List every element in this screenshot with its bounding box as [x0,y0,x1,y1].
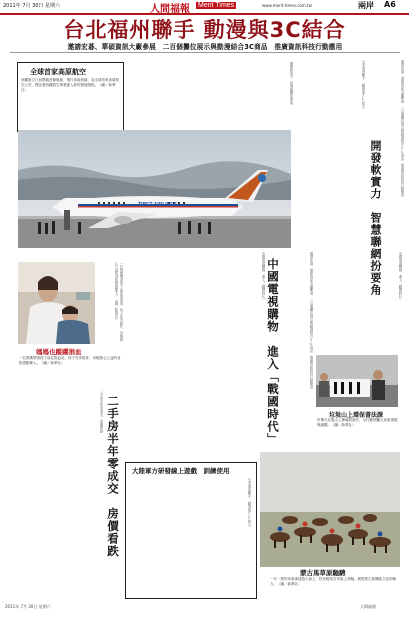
calligraphy-caption: 民眾在垃圾山上揮毫寫書法，以行動呼籲大家重視環保議題。（圖／新華社） [317,418,398,427]
article-body-right-mid: 中國電視購物 進入「戰國時代」 [398,252,402,302]
article-body-middle: 中國電視購物 進入「戰國時代」 [261,252,265,302]
horses-title: 蒙古馬草原馳騁 [300,569,346,577]
article-body-lower-left: 二手房半年零成交 房價看跌 [99,390,103,433]
divider [10,52,400,53]
mother-side-text: 一位媽媽帶著孩子前往捐血站，孩子在旁陪伴，母親熱心公益的身影感動眾人。（圖／新華社） [114,262,123,342]
main-headline: 台北福州聯手 動漫與3C結合 [63,18,346,42]
website-url: www.merit-times.com.tw [262,3,312,8]
masthead [0,0,409,15]
plane-story-caption: 西藏航空日前開通首條航線，飛行高原航線，為全球首家高原航空公司，標誌著西藏航空事業進入新的發展階段。（圖／新華社） [21,78,119,92]
article-body-far-right: 邀請宏碁、華碩資訊大廠參展 二百個攤位展示與動漫結合3C商品 推廣資訊科技行動應用 [400,60,404,197]
horses-caption: 一年一度的草原那達慕大會上，牧民騎馬在草原上奔馳，展現蒙古族傳統文化的魅力。（圖／新華社） [270,577,396,586]
article-body: 開發軟實力 智慧聯網扮要角 [289,62,293,105]
airline-livery-text: TIBET AIRLINES [138,202,177,208]
games-story-title: 大陸軍方研發線上遊戲 訓練使用 [132,467,230,475]
newspaper-logo: 人間福報 [150,4,190,15]
page-number: A6 [384,0,396,9]
footer-paper-name: 人間福報 [360,604,376,609]
mother-story-caption: 一位媽媽帶著孩子前往捐血站，孩子在旁陪伴，母親熱心公益的身影感動眾人。（圖／新華社） [19,356,121,365]
vertical-headline-tech: 開發軟實力 智慧聯網扮要角 [369,140,382,296]
mother-photo [18,262,95,344]
calligraphy-title: 垃圾山上環保書法課 [329,412,384,419]
airplane-photo [18,130,291,248]
section-name: 兩岸 [358,1,374,10]
games-story-body: 台北福州聯手 動漫與3C結合 [247,478,251,527]
article-body-tv: 邀請宏碁、華碩資訊大廠參展 二百個攤位展示與動漫結合3C商品 推廣資訊科技行動應用 [309,252,313,389]
sub-headline: 邀請宏碁、華碩資訊大廠參展 二百個攤位展示與動漫結合3C商品 推廣資訊科技行動應用 [67,43,343,51]
issue-date: 2011年 7月 30日 星期六 [3,3,61,9]
calligraphy-photo [316,355,398,407]
vertical-headline-housing: 二手房半年零成交 房價看跌 [106,395,120,558]
vertical-headline-tv: 中國電視購物 進入「戰國時代」 [266,258,280,446]
plane-story-title: 全球首家高原航空 [30,68,86,76]
horses-photo [260,452,400,567]
article-body-right: 台北福州聯手 動漫與3C結合 [361,60,365,109]
newspaper-logo-en: Merit Times [198,2,235,9]
footer-date: 2011年 7月 30日 星期六 [5,604,51,609]
mother-story-title: 媽媽也蹤躍捐血 [36,348,82,356]
